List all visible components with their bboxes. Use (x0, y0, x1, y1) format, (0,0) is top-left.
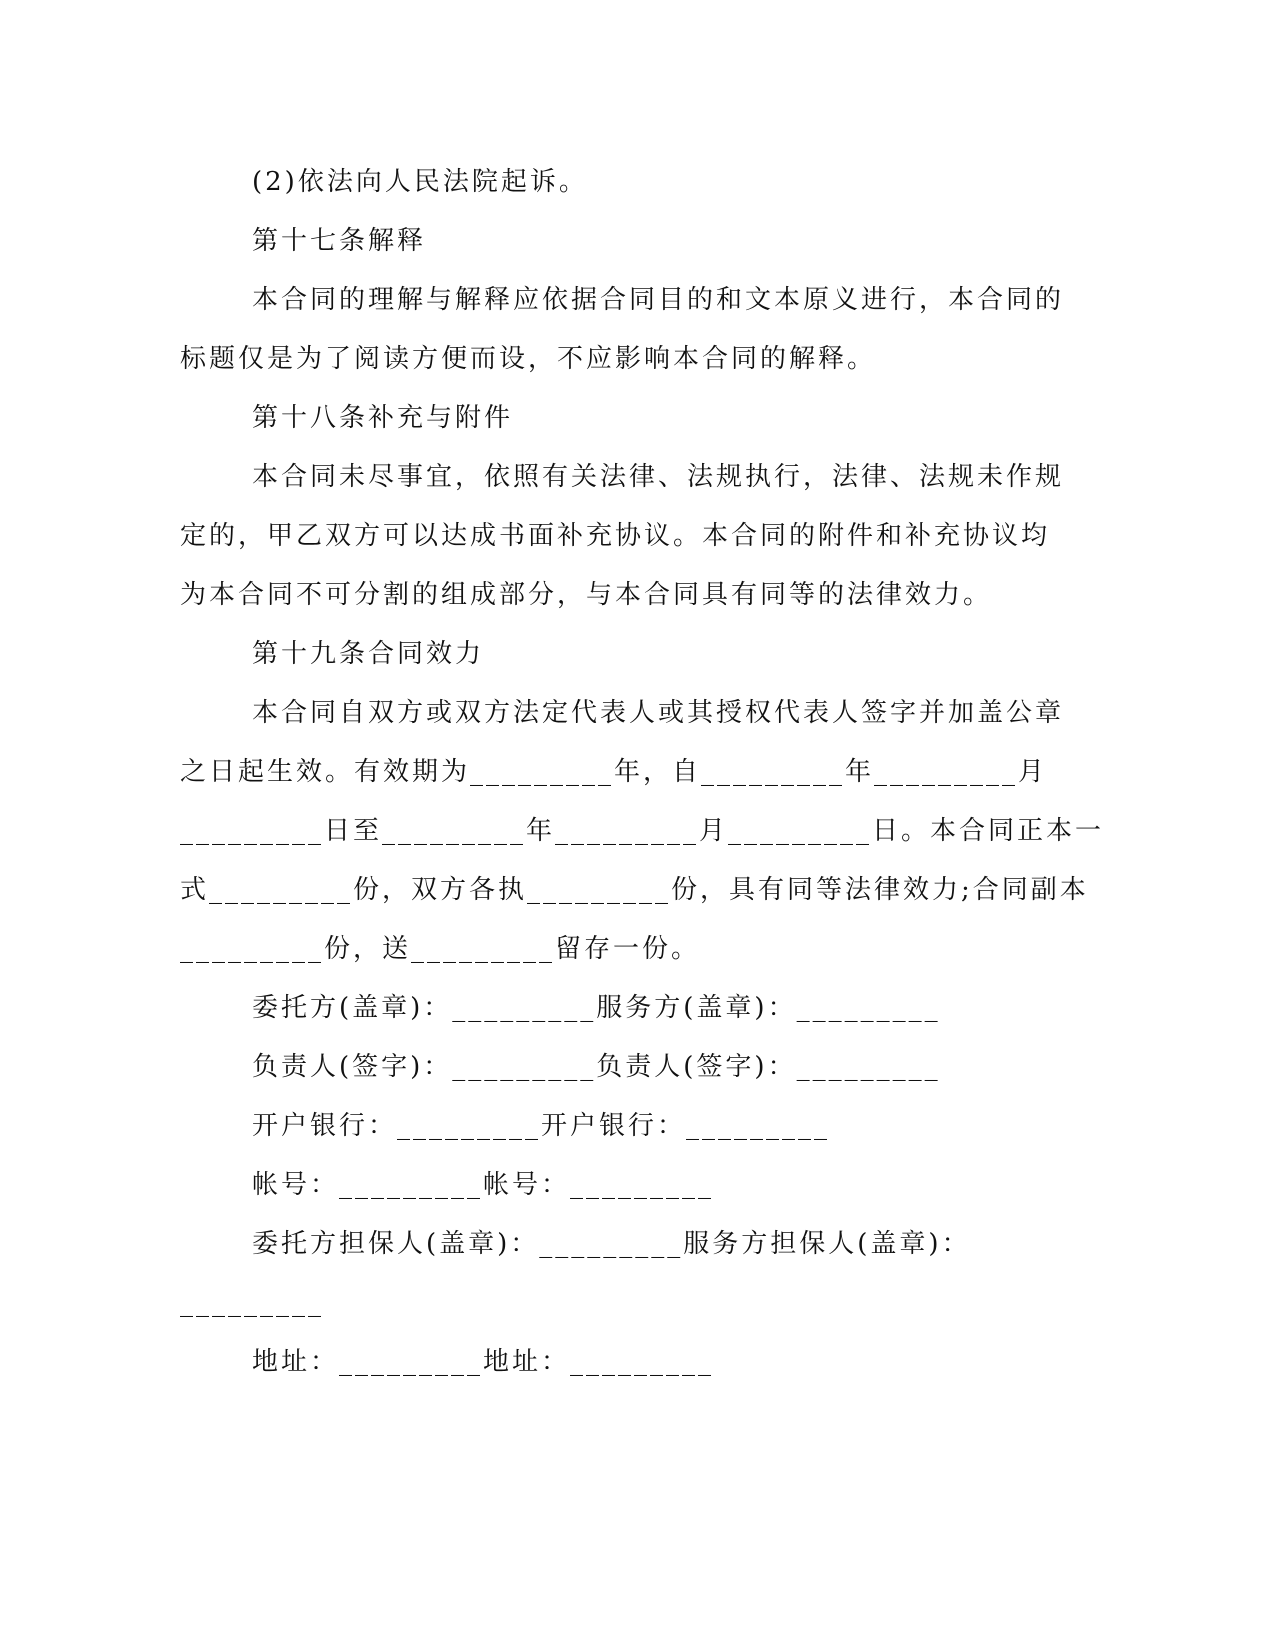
signature-bank-line: 开户银行：_________开户银行：_________ (252, 1111, 831, 1141)
signature-address-line: 地址：_________地址：_________ (252, 1347, 715, 1377)
signature-seal-line: 委托方(盖章)：_________服务方(盖章)：_________ (252, 993, 941, 1023)
article-18-heading: 第十八条补充与附件 (252, 403, 514, 433)
article-18-body-line: 定的，甲乙双方可以达成书面补充协议。本合同的附件和补充协议均 (180, 521, 1051, 551)
signature-account-line: 帐号：_________帐号：_________ (252, 1170, 715, 1200)
article-17-heading: 第十七条解释 (252, 226, 427, 256)
article-19-body-line: 之日起生效。有效期为_________年，自_________年_________月 (180, 757, 1048, 787)
article-19-body-line: _________份，送_________留存一份。 (180, 934, 701, 964)
article-19-heading: 第十九条合同效力 (252, 639, 485, 669)
article-18-body-line: 为本合同不可分割的组成部分，与本合同具有同等的法律效力。 (180, 580, 993, 610)
article-19-body-line: 本合同自双方或双方法定代表人或其授权代表人签字并加盖公章 (252, 698, 1065, 728)
article-17-body-line: 标题仅是为了阅读方便而设，不应影响本合同的解释。 (180, 344, 877, 374)
clause-text-line: (2)依法向人民法院起诉。 (252, 167, 588, 197)
article-18-body-line: 本合同未尽事宜，依照有关法律、法规执行，法律、法规未作规 (252, 462, 1065, 492)
signature-guarantor-line: 委托方担保人(盖章)：_________服务方担保人(盖章)： (252, 1229, 971, 1259)
article-17-body-line: 本合同的理解与解释应依据合同目的和文本原义进行，本合同的 (252, 285, 1065, 315)
signature-responsible-line: 负责人(签字)：_________负责人(签字)：_________ (252, 1052, 941, 1082)
article-19-body-line: _________日至_________年_________月_________日。本合同正本一 (180, 816, 1105, 846)
signature-guarantor-blank: _________ (180, 1288, 324, 1318)
article-19-body-line: 式_________份，双方各执_________份，具有同等法律效力;合同副本 (180, 875, 1089, 905)
